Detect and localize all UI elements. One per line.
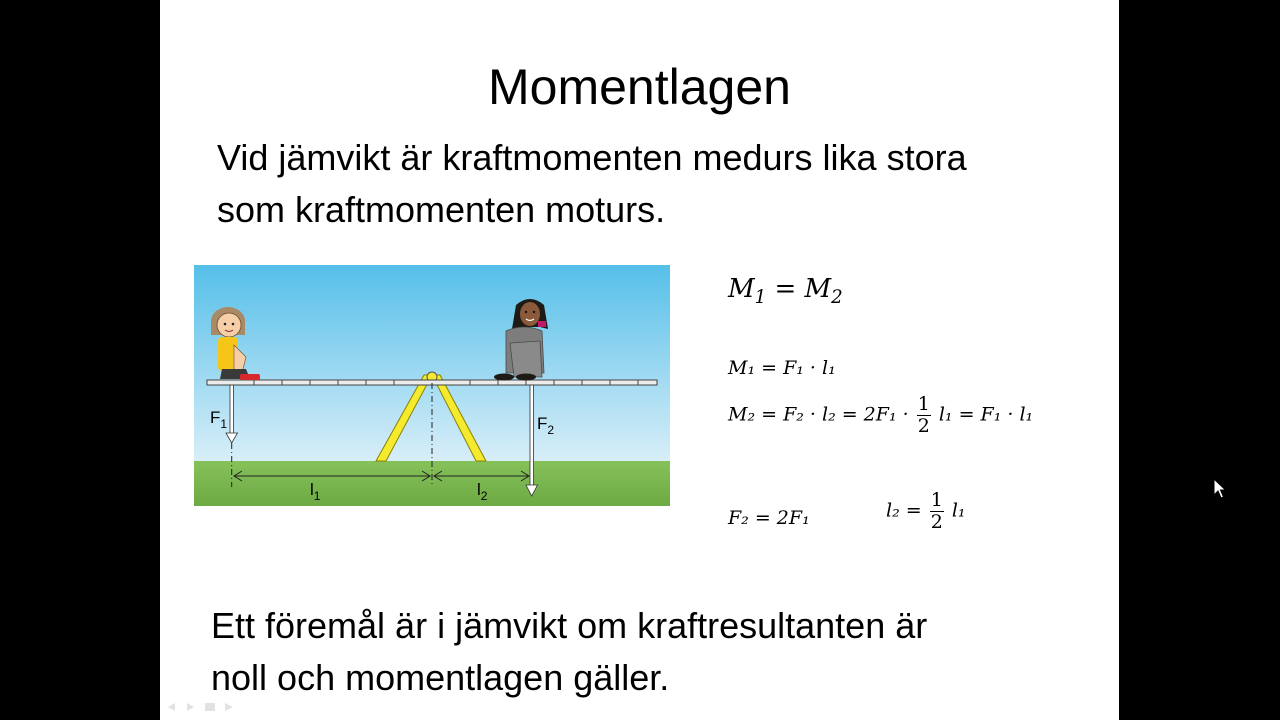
conclusion-line-2: noll och momentlagen gäller.: [211, 657, 670, 698]
slide-menu-icon[interactable]: [205, 703, 215, 711]
pen-menu-icon[interactable]: [225, 703, 233, 711]
slide: [160, 0, 1119, 720]
equation-m2: M₂ = F₂ · l₂ = 2F₁ · $\frac{1}{2}$ l₁ = F₁ · l₁: [728, 393, 1034, 437]
conclusion-line-1: Ett föremål är i jämvikt om kraftresultanten är: [211, 605, 928, 646]
intro-line-1: Vid jämvikt är kraftmomenten medurs lika stora: [217, 137, 967, 178]
fraction-half: $\frac{1}{2}$: [917, 393, 930, 437]
equation-f2: F₂ = 2F₁: [728, 507, 810, 529]
conclusion-text: [211, 600, 927, 704]
slideshow-controls[interactable]: [165, 700, 275, 714]
equation-l2: l₂ = $\frac{1}{2}$ l₁: [886, 489, 966, 533]
intro-text: [217, 132, 967, 236]
label-f1: $F_1$: [210, 408, 228, 431]
previous-slide-icon[interactable]: [168, 703, 175, 711]
equation-moment-balance: $M_1 = M_2$: [728, 274, 843, 309]
mouse-cursor-icon: [1213, 478, 1227, 500]
label-l1: $l_1$: [310, 480, 321, 503]
equation-m1: M₁ = F₁ · l₁: [728, 357, 836, 379]
seesaw-illustration: [194, 265, 670, 506]
intro-line-2: som kraftmomenten moturs.: [217, 189, 666, 230]
label-l2: $l_2$: [477, 480, 488, 503]
slide-title: Momentlagen: [488, 59, 791, 115]
next-slide-icon[interactable]: [187, 703, 194, 711]
label-f2: $F_2$: [537, 414, 555, 437]
fraction-half-2: $\frac{1}{2}$: [930, 489, 943, 533]
